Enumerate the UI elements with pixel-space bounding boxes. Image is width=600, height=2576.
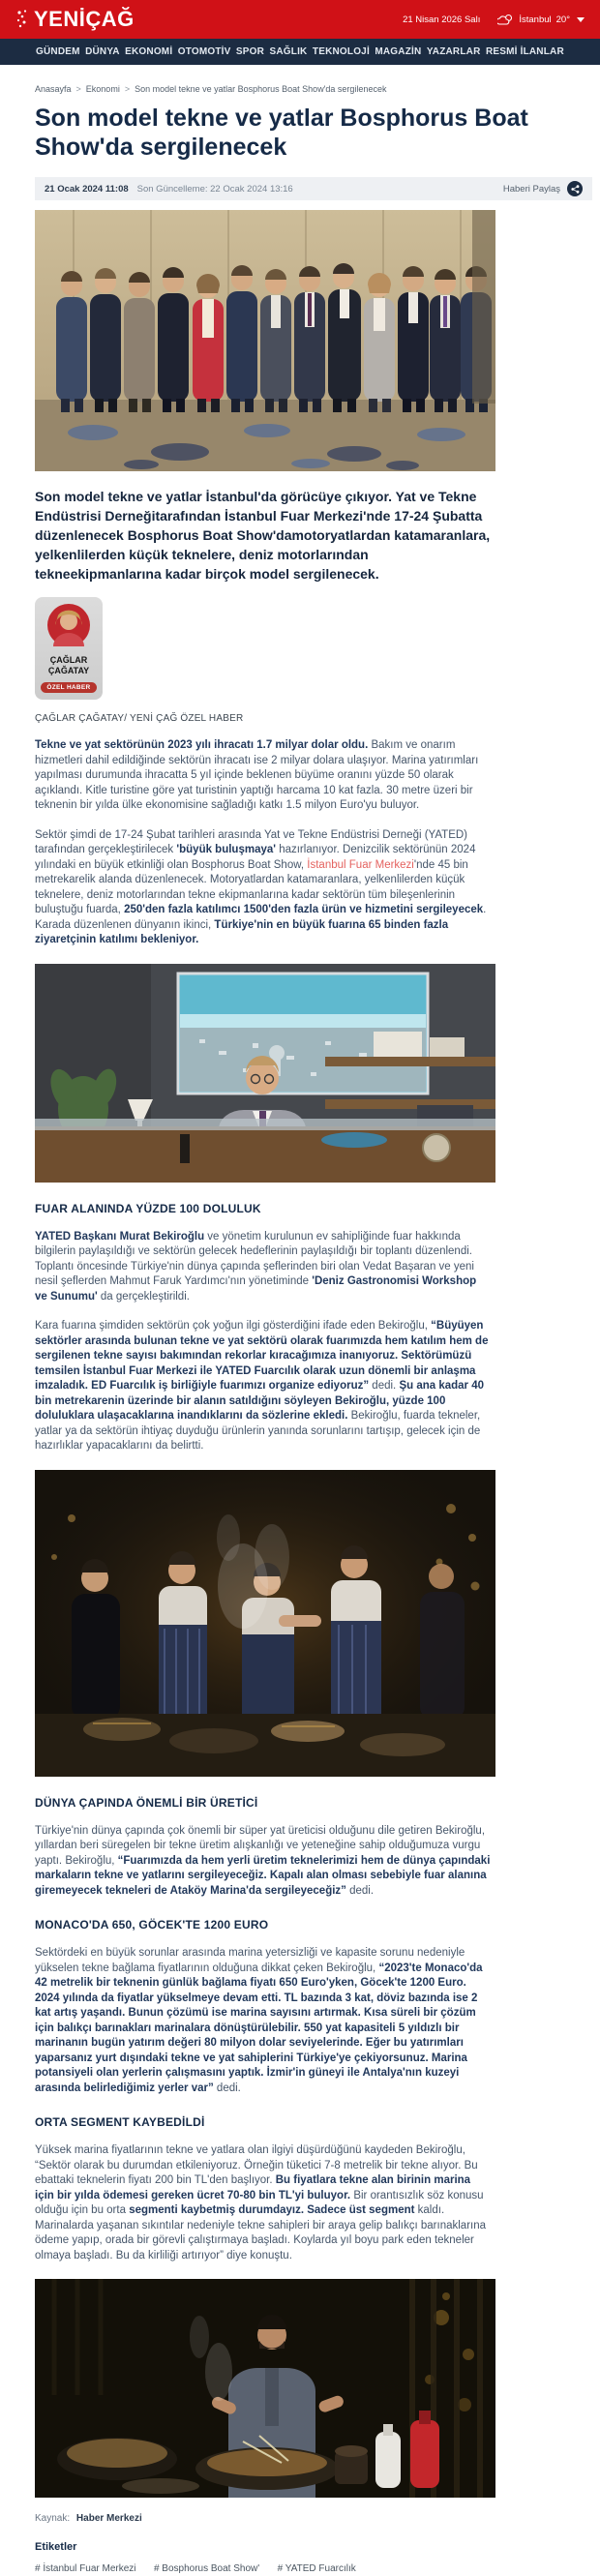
article-paragraph <box>35 1230 492 1305</box>
breadcrumb-home[interactable]: Anasayfa <box>35 84 72 94</box>
nav-item-yazarlar[interactable]: YAZARLAR <box>426 46 481 57</box>
share-label: Haberi Paylaş <box>502 183 560 195</box>
author-avatar <box>47 604 90 646</box>
body-text: ve yönetim kurulunun ev sahipliğinde fuar hakkında bilgilerin paylaşıldığı ve sektörün gelecek hedeflerinin paylaşıldığı bir toplantı düzenlendi. Toplantı öncesinde Türkiye'nin dünya çapında şeflerinden biri olan Vedat Başaran ve yeni nesil şeflerden Mahmut Faruk Yardımcı'nın yönetiminde <box>35 1230 474 1287</box>
breadcrumb-separator: > <box>124 84 131 94</box>
article-body <box>35 738 565 2498</box>
body-text: . Karada düzenlenen dünyanın ikinci, <box>35 904 487 931</box>
body-text: Türkiye'nin dünya çapında çok önemli bir süper yat üreticisi olduğunu dile getiren Bekiroğlu, yıllardan beri süregelen bir tekne üretim alışkanlığı ve yeteneğine sahip olduğumuza vurgu yaptı. Bekiroğlu, <box>35 1824 486 1867</box>
header-date: 21 Nisan 2026 Salı <box>403 14 481 25</box>
bold-text: segmenti kaybetmiş durumdayız. Sadece üst segment <box>129 2204 415 2216</box>
body-text: Bekiroğlu, fuarda tekneler, yatlar ya da sektörün ihtiyaç duyduğu ürünlerin yanında sorunlarını tartışıp, gelecek için de hazırlıklar yapacaklarını da belirtti. <box>35 1410 481 1452</box>
section-heading: MONACO'DA 650, GÖCEK'TE 1200 EURO <box>35 1918 269 1932</box>
body-text: Kara fuarına şimdiden sektörün çok yoğun ilgi gösterdiğini ifade eden Bekiroğlu, <box>35 1320 432 1332</box>
article-paragraph <box>35 2143 492 2263</box>
article-paragraph <box>35 828 492 948</box>
share-area <box>503 181 583 196</box>
body-text: Bakım ve onarım hizmetleri dahil edildiğinde sektörün ihracatı ise 2 milyar dolara ulaşıyor. Marina yatırımları yapılması durumunda ihracatta 5 yıl içinde beklenen büyüme oranını yüzde 50 olarak açıklandı. Kitle turistine göre yat turistinin yaptığı harcama 10 kat fazla. 30 metre üzeri bir teknenin bir yılda ülke ekonomisine sağladığı katkı 1.5 milyon Euro'yu buluyor. <box>35 739 479 811</box>
bold-text: 250'den fazla katılımcı 1500'den fazla ürün ve hizmetini sergileyecek <box>124 904 484 915</box>
chevron-down-icon <box>577 17 585 22</box>
yenicag-logo[interactable] <box>15 7 135 32</box>
nav-item-magazin[interactable]: MAGAZİN <box>375 46 422 57</box>
bold-text: Bu fiyatlara tekne alan birinin marina için bir yılda ödemesi gereken ücret 70-80 bin TL'yi buluyor. <box>35 2174 471 2202</box>
nav-item-ekonomi[interactable]: EKONOMİ <box>125 46 173 57</box>
workshop-photo <box>35 1470 495 1777</box>
tag-istanbul-fuar-merkezi[interactable]: # İstanbul Fuar Merkezi <box>35 2563 136 2574</box>
article-dates <box>45 184 293 195</box>
main-navigation <box>0 39 600 65</box>
logo-splash-icon <box>15 9 30 30</box>
bold-text: Şu ana kadar 40 bin metrekarenin üzerinde bir alanın satıldığını söyleyen Bekiroğlu, yüzde 100 doluluklara ulaşacaklarına inandıklarını da sözlerine ekledi. <box>35 1380 485 1422</box>
weather-widget[interactable] <box>497 14 585 26</box>
brand-name: YENİÇAĞ <box>34 7 135 31</box>
nav-item-saglik[interactable]: SAĞLIK <box>269 46 308 57</box>
article-page <box>0 84 600 2576</box>
weather-temp: 20° <box>555 14 570 25</box>
body-text: dedi. <box>213 2082 241 2094</box>
body-text: da gerçekleştirildi. <box>97 1290 190 1303</box>
tag-yated-fuarcilik[interactable]: # YATED Fuarcılık <box>277 2563 356 2574</box>
bold-text: YATED Başkanı Murat Bekiroğlu <box>35 1230 205 1243</box>
section-heading: DÜNYA ÇAPINDA ÖNEMLİ BİR ÜRETİCİ <box>35 1795 258 1810</box>
bold-text: “Büyüyen sektörler arasında bulunan tekne ve yat sektörü olarak fuarımızda hem katılım hem de sergilenen tekne sayısı bakımından rekorlar kıracağımıza inanıyoruz. Sektörümüzü temsilen İstanbul Fuar Merkezi ile YATED Fuarcılık olarak uzun dönemli bir anlaşma imzaladık. ED Fuarcılık iş birliğiyle fuarımızı organize ediyoruz” <box>35 1320 489 1392</box>
tags-list <box>35 2559 565 2576</box>
weather-city: İstanbul <box>519 14 552 25</box>
bold-text: “2023'te Monaco'da 42 metrelik bir teknenin günlük bağlama fiyatı 650 Euro'yken, Göcek'te 1200 Euro. 2024 yılında da fiyatlar yükselmeye devam etti. TL bazında 3 kat, döviz bazında ise 2 kat artış yaşandı. Bunun çözümü ise marina sayısını artırmak. Kısa süreli bir çözüm için balıkçı barınakları marinalara dönüştürülebilir. 550 yat kapasiteli 5 yıldızlı bir marinanın bugün yatırım değeri 80 milyon dolar seviyelerinde. Eğer bu yatırımları yaparsanız yurt dışındaki tekne ve yat sahiplerini Türkiye'ye çekiyorsunuz. Marina potansiyeli olan yerlerin çalışmasını yaptık. İzmir'in güneyi ile Antalya'nın kuzeyi arasında belirlediğimiz yerler var” <box>35 1962 483 2094</box>
nav-item-dunya[interactable]: DÜNYA <box>85 46 120 57</box>
inline-link[interactable]: İstanbul Fuar Merkezi <box>307 858 414 871</box>
article-lead: Son model tekne ve yatlar İstanbul'da görücüye çıkıyor. Yat ve Tekne Endüstrisi Derneğitarafından İstanbul Fuar Merkezi'nde 17-24 Şubatta düzenlenecek Bosphorus Boat Show'damotoryatlardan katamaranlara, yelkenlilerden küçük teknelere, deniz motorlarından tekneekipmanlarına kadar birçok model sergilenecek. <box>35 489 491 582</box>
article-paragraph <box>35 738 492 814</box>
breadcrumb <box>35 84 565 94</box>
share-button[interactable] <box>567 181 583 196</box>
chef-cooking-photo <box>35 2279 495 2498</box>
article-paragraph <box>35 1824 492 1900</box>
body-text: kaldı. Marinalarda yaşanan sıkıntılar nedeniyle tekne sahipleri bir araya gelip balıkçı barınaklarına ödeme yapıp, orada bir görevli çalıştırmaya başladı. Koylarda yıl boyu park eden tekneler olmaya başladı. Bu da kirliliği artırıyor” diye konuştu. <box>35 2204 487 2261</box>
author-card[interactable] <box>35 597 103 700</box>
body-text: Sektör şimdi de 17-24 Şubat tarihleri arasında Yat ve Tekne Endüstrisi Derneği (YATED) tarafından gerçekleştirilecek <box>35 828 468 855</box>
page-title: Son model tekne ve yatlar Bosphorus Boat Show'da sergilenecek <box>35 105 528 161</box>
tags-title: Etiketler <box>35 2541 77 2553</box>
body-text: Yüksek marina fiyatlarının tekne ve yatlara olan ilgiyi düşürdüğünü kaydeden Bekiroğlu, “Sektör olarak bu durumdan etkileniyoruz. Örneğin tüketici 7-8 metrelik bir tekne alıyor. Bu ebattaki teknelerin fiyatı 200 bin TL'den başlıyor. <box>35 2144 478 2186</box>
publish-date: 21 Ocak 2024 11:08 <box>45 183 129 195</box>
bold-text: “Fuarımızda da hem yerli üretim teknelerimizi hem de dünya çapındaki markaların tekne ve yatlarını sergileyeceğiz. Kapalı alan olması sebebiyle fuar alanına giremeyecek tekneleri de Ataköy Marina'da sergileyeceğiz” <box>35 1854 491 1897</box>
breadcrumb-current: Son model tekne ve yatlar Bosphorus Boat Show'da sergilenecek <box>135 84 387 94</box>
section-heading: FUAR ALANINDA YÜZDE 100 DOLULUK <box>35 1201 261 1215</box>
site-header <box>0 0 600 39</box>
bold-text: 'büyük buluşmaya' <box>176 844 276 855</box>
body-text: Sektördeki en büyük sorunlar arasında marina yetersizliği ve kapasite sorunu nedeniyle yükselen tekne bağlama fiyatlarının olduğuna dikkat çeken Bekiroğlu, <box>35 1947 465 1974</box>
section-heading: ORTA SEGMENT KAYBEDİLDİ <box>35 2115 205 2129</box>
source-row <box>35 2513 565 2524</box>
breadcrumb-separator: > <box>75 84 81 94</box>
bold-text: Tekne ve yat sektörünün 2023 yılı ihracatı 1.7 milyar dolar oldu. <box>35 739 369 751</box>
source-label: Kaynak: <box>35 2513 71 2524</box>
article-paragraph <box>35 1946 492 2096</box>
weather-icon <box>497 14 514 26</box>
update-date: Son Güncelleme: 22 Ocak 2024 13:16 <box>136 183 293 195</box>
bold-text: Türkiye'nin en büyük fuarına 65 binden fazla ziyaretçinin katılımı bekleniyor. <box>35 918 449 945</box>
breadcrumb-ekonomi[interactable]: Ekonomi <box>85 84 120 94</box>
nav-item-spor[interactable]: SPOR <box>235 46 265 57</box>
nav-item-otomotiv[interactable]: OTOMOTİV <box>177 46 231 57</box>
author-caption: ÇAĞLAR ÇAĞATAY/ YENİ ÇAĞ ÖZEL HABER <box>35 713 244 724</box>
header-meta <box>403 14 585 26</box>
body-text: dedi. <box>369 1380 400 1392</box>
body-text: Bir orantısızlık söz konusu olduğu için bu orta <box>35 2189 484 2216</box>
author-name: ÇAĞLAR ÇAĞATAY <box>47 655 90 675</box>
body-text: hazırlanıyor. Denizcilik sektörünün 2024 yılındaki en büyük etkinliği olan Bosphorus Boat Show, <box>35 844 476 871</box>
article-paragraph <box>35 1319 492 1454</box>
nav-item-resmi-ilanlar[interactable]: RESMİ İLANLAR <box>485 46 564 57</box>
article-meta-bar <box>35 177 592 200</box>
bold-text: 'Deniz Gastronomisi Workshop ve Sunumu' <box>35 1275 477 1303</box>
body-text: 'nde 45 bin metrekarelik alanda düzenlenecek. Motoryatlardan katamaranlara, yelkenlilerden küçük teknelere, deniz motorlarından tekne ekipmanlarına kadar sektörün tüm bileşenlerinin buluştuğu fuarda, <box>35 858 468 915</box>
body-text: dedi. <box>345 1884 375 1897</box>
office-photo <box>35 964 495 1183</box>
author-badge: ÖZEL HABER <box>41 682 96 693</box>
nav-item-gundem[interactable]: GÜNDEM <box>36 46 80 57</box>
share-icon <box>571 185 580 194</box>
hero-group-photo <box>35 210 495 471</box>
nav-item-teknoloji[interactable]: TEKNOLOJİ <box>312 46 370 57</box>
source-value: Haber Merkezi <box>75 2513 142 2524</box>
tag-bosphorus-boat-show[interactable]: # Bosphorus Boat Show' <box>153 2563 260 2574</box>
